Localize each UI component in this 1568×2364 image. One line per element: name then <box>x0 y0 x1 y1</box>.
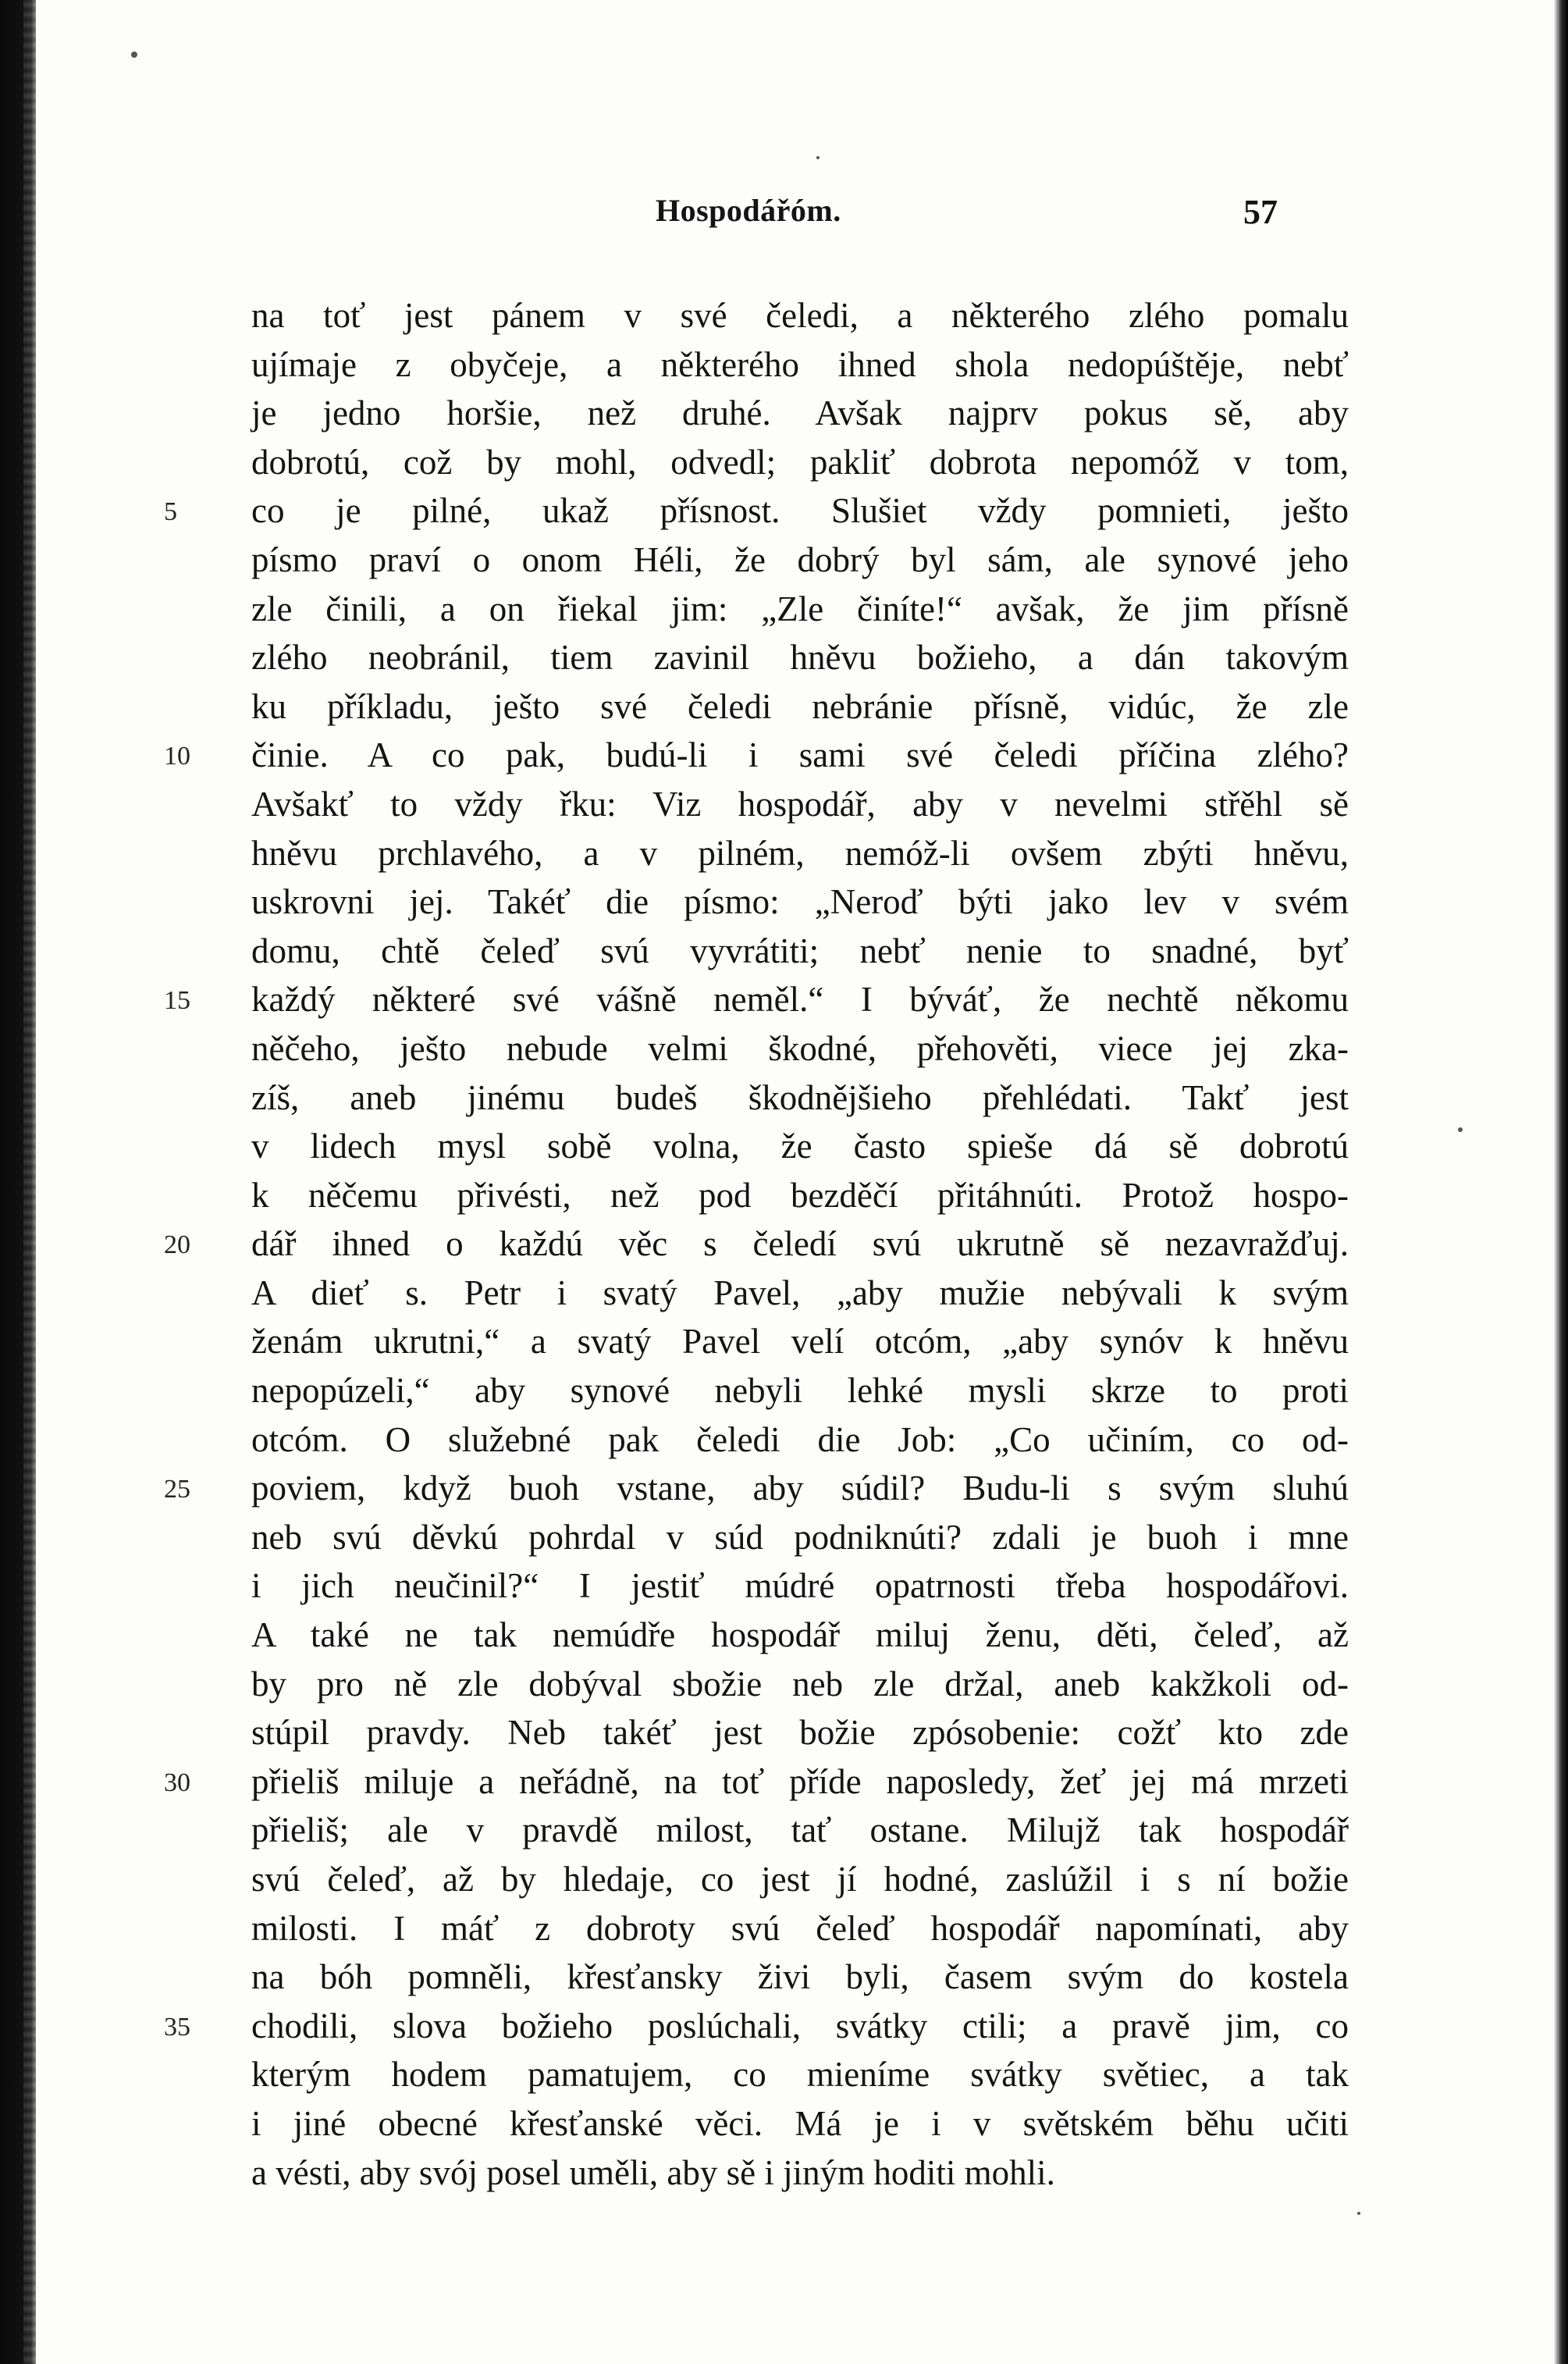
text-line <box>251 291 1349 340</box>
line-text: by pro ně zle dobýval sbožie neb zle držal, aneb kakžkoli od- <box>251 1664 1349 1704</box>
text-line <box>164 731 1349 780</box>
line-text: ku příkladu, ješto své čeledi nebránie přísně, vidúc, že zle <box>251 686 1349 726</box>
line-number: 20 <box>164 1230 190 1260</box>
text-line <box>251 1171 1349 1220</box>
line-text: hněvu prchlavého, a v pilném, nemóž-li ovšem zbýti hněvu, <box>251 833 1349 873</box>
line-text: každý některé své vášně neměl.“ I býváť, že nechtě někomu <box>251 980 1349 1020</box>
text-line <box>251 780 1349 829</box>
text-line <box>164 2002 1349 2051</box>
text-line <box>251 633 1349 682</box>
page-number: 57 <box>1243 193 1278 231</box>
text-line <box>164 975 1349 1024</box>
line-text: přieliš miluje a neřádně, na toť příde naposledy, žeť jej má mrzeti <box>251 1761 1349 1801</box>
line-text: v lidech mysl sobě volna, že často spieše dá sě dobrotú <box>251 1127 1349 1166</box>
text-line <box>251 1904 1349 1953</box>
line-text: stúpil pravdy. Neb takéť jest božie zpósobenie: cožť kto zde <box>251 1713 1349 1753</box>
line-text: činie. A co pak, budú-li i sami své čeledi příčina zlého? <box>251 735 1349 775</box>
text-line <box>251 1415 1349 1465</box>
text-line <box>251 1317 1349 1366</box>
line-text: na toť jest pánem v své čeledi, a některého zlého pomalu <box>251 296 1349 335</box>
line-text: domu, chtě čeleď svú vyvrátiti; nebť nenie to snadné, byť <box>251 931 1349 970</box>
text-line <box>164 486 1349 536</box>
book-page <box>36 0 1554 2364</box>
text-line <box>251 1806 1349 1855</box>
line-text: milosti. I máť z dobroty svú čeleď hospodář napomínati, aby <box>251 1908 1349 1948</box>
text-line <box>251 1708 1349 1757</box>
text-line <box>251 1122 1349 1171</box>
text-line <box>251 389 1349 438</box>
line-text: je jedno horšie, než druhé. Avšak najprv pokus sě, aby <box>251 393 1349 433</box>
running-head: Hospodářóm. <box>656 193 841 228</box>
line-text: a vésti, aby svój posel uměli, aby sě i jiným hoditi mohli. <box>251 2152 1055 2192</box>
text-line <box>251 585 1349 634</box>
text-line <box>251 2099 1349 2149</box>
line-text: zlého neobránil, tiem zavinil hněvu božieho, a dán takovým <box>251 638 1349 678</box>
line-text: dář ihned o každú věc s čeledí svú ukrutně sě nezavražďuj. <box>251 1224 1349 1264</box>
line-number: 5 <box>164 497 177 527</box>
line-text: chodili, slova božieho poslúchali, svátky ctili; a pravě jim, co <box>251 2006 1349 2045</box>
text-line <box>251 682 1349 732</box>
line-text: otcóm. O služebné pak čeledi die Job: „Co učiním, co od- <box>251 1419 1349 1459</box>
line-text: nepopúzeli,“ aby synové nebyli lehké mysli skrze to proti <box>251 1371 1349 1411</box>
line-number: 25 <box>164 1475 190 1504</box>
text-line <box>251 2050 1349 2099</box>
page-header <box>36 192 1554 239</box>
line-text: ujímaje z obyčeje, a některého ihned shola nedopúštěje, nebť <box>251 344 1349 384</box>
line-text: něčeho, ješto nebude velmi škodné, přehověti, viece jej zka- <box>251 1028 1349 1068</box>
line-text: na bóh pomněli, křesťansky živi byli, časem svým do kostela <box>251 1957 1349 1997</box>
line-text: neb svú děvkú pohrdal v súd podniknúti? zdali je buoh i mne <box>251 1517 1349 1557</box>
text-line <box>251 340 1349 390</box>
text-line <box>251 829 1349 878</box>
text-line <box>251 1611 1349 1660</box>
text-line <box>251 1366 1349 1415</box>
line-number: 10 <box>164 742 190 771</box>
line-number: 15 <box>164 986 190 1016</box>
text-line <box>164 1757 1349 1807</box>
line-text: A dieť s. Petr i svatý Pavel, „aby mužie nebývali k svým <box>251 1273 1349 1312</box>
line-number: 30 <box>164 1768 190 1797</box>
text-line <box>164 1219 1349 1269</box>
line-text: uskrovni jej. Takéť die písmo: „Neroď býti jako lev v svém <box>251 882 1349 922</box>
scan-right-edge <box>1554 0 1568 2364</box>
body-text <box>164 291 1349 2197</box>
text-line <box>251 1024 1349 1073</box>
line-text: kterým hodem pamatujem, co mieníme svátky světiec, a tak <box>251 2055 1349 2095</box>
text-line <box>164 1464 1349 1513</box>
line-text: co je pilné, ukaž přísnost. Slušiet vždy pomnieti, ješto <box>251 491 1349 531</box>
text-line <box>251 927 1349 976</box>
line-text: zíš, aneb jinému budeš škodnějšieho přehlédati. Takť jest <box>251 1077 1349 1117</box>
text-line <box>251 2149 1349 2198</box>
line-text: i jich neučinil?“ I jestiť múdré opatrnosti třeba hospodářovi. <box>251 1566 1349 1606</box>
line-text: ženám ukrutni,“ a svatý Pavel velí otcóm, „aby synóv k hněvu <box>251 1322 1349 1362</box>
text-line <box>251 1953 1349 2002</box>
text-line <box>251 1073 1349 1123</box>
text-line <box>251 1513 1349 1562</box>
line-text: k něčemu přivésti, než pod bezděčí přitáhnúti. Protož hospo- <box>251 1175 1349 1215</box>
line-text: dobrotú, což by mohl, odvedl; pakliť dobrota nepomóž v tom, <box>251 442 1349 482</box>
text-line <box>251 1855 1349 1904</box>
line-text: A také ne tak nemúdře hospodář miluj ženu, děti, čeleď, až <box>251 1615 1349 1655</box>
line-text: i jiné obecné křesťanské věci. Má je i v světském běhu učiti <box>251 2103 1349 2143</box>
text-line <box>251 1269 1349 1318</box>
line-number: 35 <box>164 2012 190 2042</box>
line-text: svú čeleď, až by hledaje, co jest jí hodné, zaslúžil i s ní božie <box>251 1860 1349 1899</box>
text-line <box>251 536 1349 585</box>
line-text: přieliš; ale v pravdě milost, tať ostane. Milujž tak hospodář <box>251 1810 1349 1850</box>
line-text: Avšakť to vždy řku: Viz hospodář, aby v nevelmi střěhl sě <box>251 784 1349 824</box>
line-text: písmo praví o onom Héli, že dobrý byl sám, ale synové jeho <box>251 539 1349 579</box>
text-line <box>251 1660 1349 1709</box>
scan-left-edge <box>0 0 36 2364</box>
text-line <box>251 1561 1349 1611</box>
line-text: zle činili, a on řiekal jim: „Zle činíte!“ avšak, že jim přísně <box>251 589 1349 628</box>
text-line <box>251 438 1349 487</box>
text-line <box>251 878 1349 927</box>
line-text: poviem, když buoh vstane, aby súdil? Budu-li s svým sluhú <box>251 1469 1349 1508</box>
